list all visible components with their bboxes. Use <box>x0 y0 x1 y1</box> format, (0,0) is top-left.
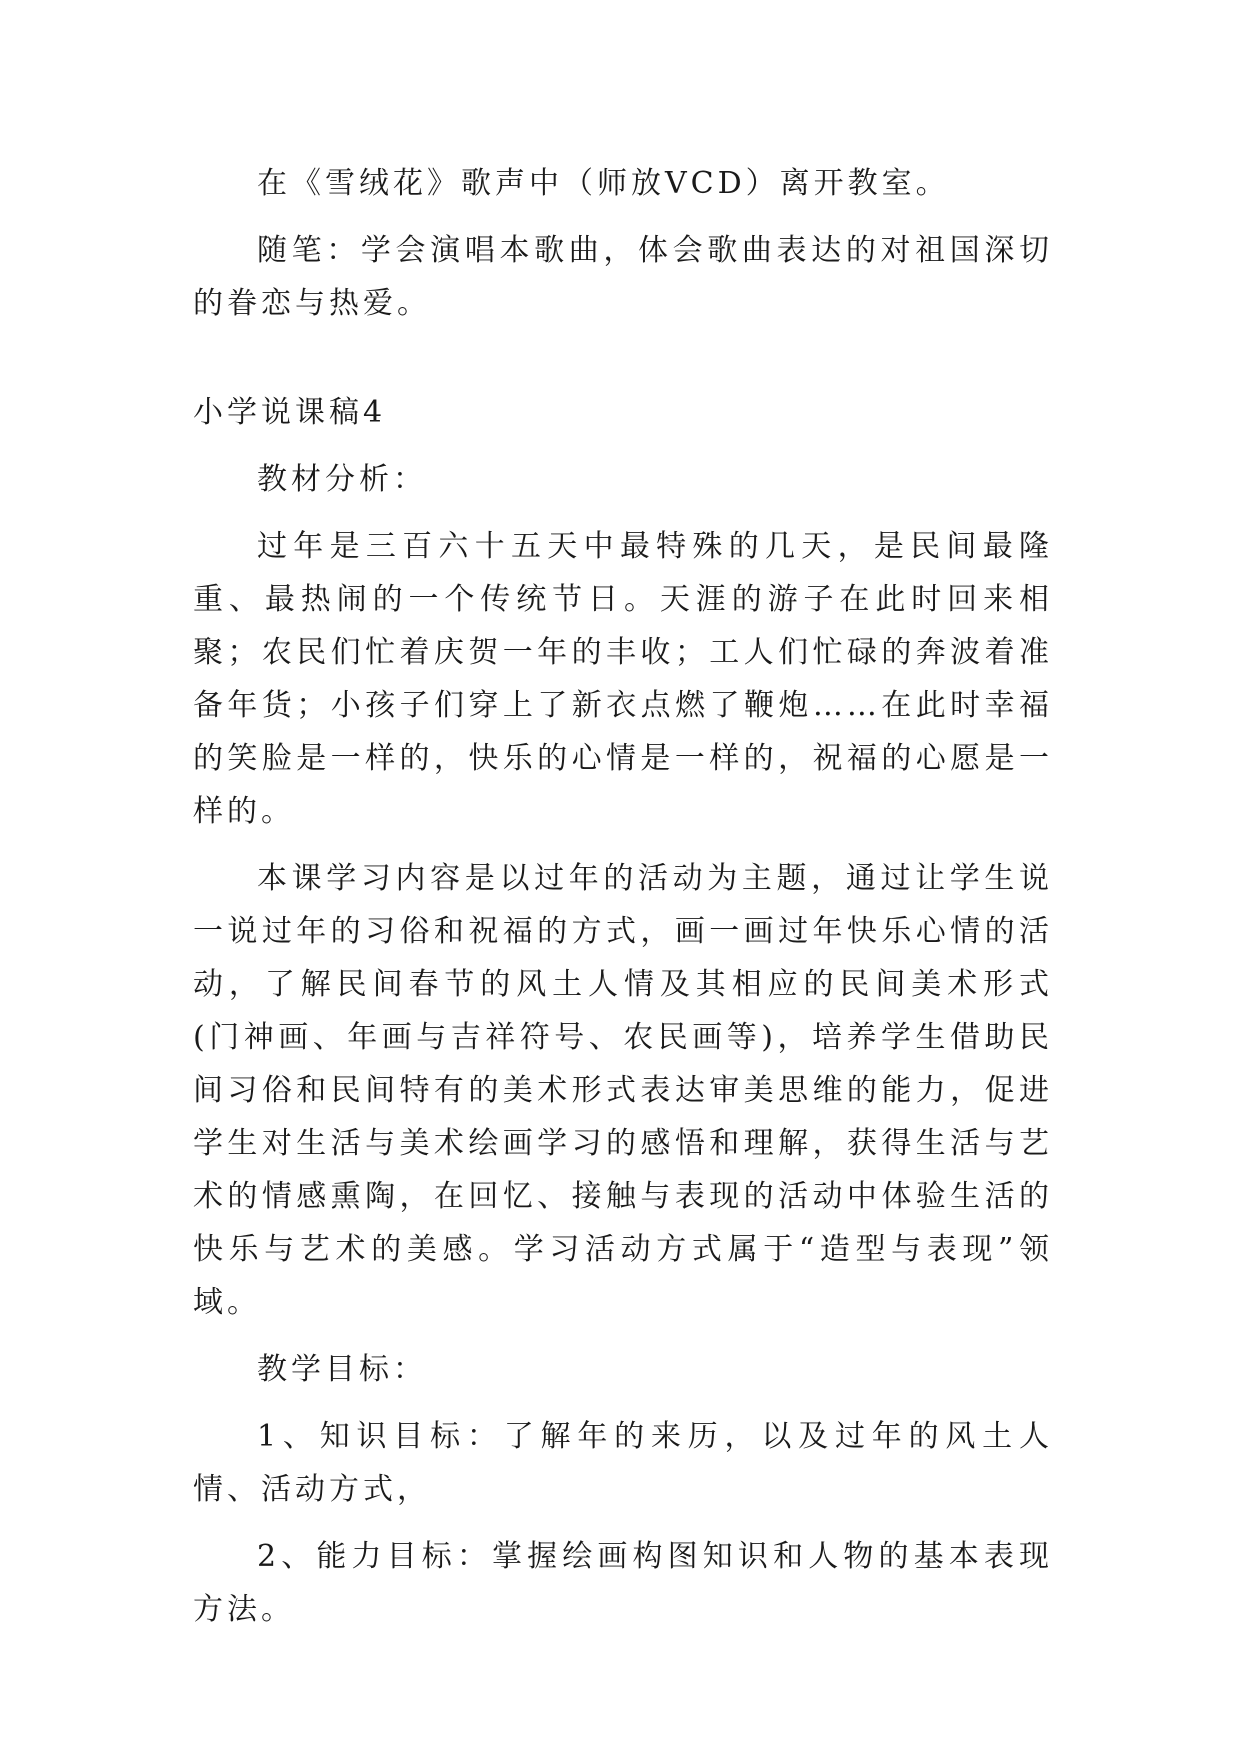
paragraph-heading-teaching-goals: 教学目标： <box>257 1352 427 1387</box>
document-body <box>193 157 1053 1636</box>
paragraph-knowledge-goal: 1、知识目标：了解年的来历，以及过年的风土人情、活动方式， <box>193 1419 1053 1507</box>
paragraph-ability-goal: 2、能力目标：掌握绘画构图知识和人物的基本表现方法。 <box>193 1539 1053 1627</box>
paragraph-notes: 随笔：学会演唱本歌曲，体会歌曲表达的对祖国深切的眷恋与热爱。 <box>193 233 1053 321</box>
section-title: 小学说课稿4 <box>193 395 387 430</box>
paragraph-closing-song: 在《雪绒花》歌声中（师放VCD）离开教室。 <box>257 166 950 201</box>
paragraph-heading-material-analysis: 教材分析： <box>257 462 427 497</box>
paragraph-lesson-content: 本课学习内容是以过年的活动为主题，通过让学生说一说过年的习俗和祝福的方式，画一画过年快乐心情的活动，了解民间春节的风土人情及其相应的民间美术形式(门神画、年画与吉祥符号、农民画等)，培养学生借助民间习俗和民间特有的美术形式表达审美思维的能力，促进学生对生活与美术绘画学习的感悟和理解，获得生活与艺术的情感熏陶，在回忆、接触与表现的活动中体验生活的快乐与艺术的美感。学习活动方式属于“造型与表现”领域。 <box>193 861 1053 1320</box>
paragraph-new-year-intro: 过年是三百六十五天中最特殊的几天，是民间最隆重、最热闹的一个传统节日。天涯的游子在此时回来相聚；农民们忙着庆贺一年的丰收；工人们忙碌的奔波着准备年货；小孩子们穿上了新衣点燃了鞭炮……在此时幸福的笑脸是一样的，快乐的心情是一样的，祝福的心愿是一样的。 <box>193 529 1053 829</box>
